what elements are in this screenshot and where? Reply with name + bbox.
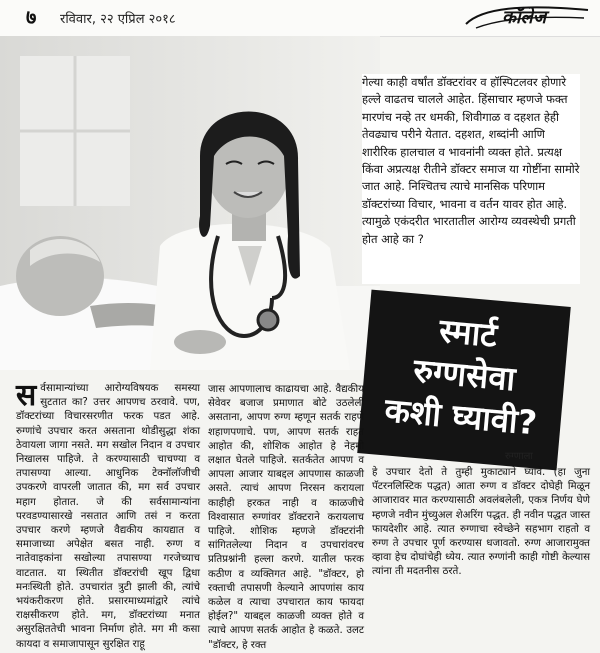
column-1-text: र्वसामान्यांच्या आरोग्यविषयक समस्या सुटतात का? उत्तर आपणच ठरवावे. पण, डॉक्टरांच्या विचारसरणीत फरक पडत आहे. रुग्णांचे उपचार करत असताना थोडीसुद्धा शंका ठेवायला जागा नसते. मग सखोल निदान व उपचार निखालस पाहिजे. ते करण्यासाठी चाचण्या व तपासण्या आल्या. आधुनिक टेक्नॉलॉजीची उपकरणे वापरली जातात की, मग सर्व उपचार महाग होतात. जे की सर्वसामान्यांना परवडण्यासारखे नसतात आणि तसं न करता उपचार करणे म्हणजे वैद्यकीय कायद्यात व समाजाच्या अपेक्षेत बसत नाही. रुग्ण व नातेवाइकांना सखोल्या तपासण्या गरजेच्याच वाटतात. या स्थितीत डॉक्टरांची खूप द्विधा मनःस्थिती होते. उपचारांत त्रुटी झाली की, त्यांचे भयंकरीकरण होते. प्रसारमाध्यमांद्वारे त्यांचे राक्षसीकरण होते. मग, डॉक्टरांच्या मनात असुरक्षिततेची भावना निर्माण होते. मग मी कसा कायदा व समाजापासून सुरक्षित राहू bbox=[16, 383, 200, 650]
headline-line-2: रुग्णसेवा bbox=[411, 350, 518, 399]
article-column-2 bbox=[208, 383, 364, 653]
section-logo bbox=[462, 2, 592, 32]
article-column-1 bbox=[16, 378, 200, 652]
headline-box bbox=[357, 290, 571, 471]
article-column-3 bbox=[372, 466, 590, 580]
headline-line-1: स्मार्ट bbox=[437, 310, 499, 355]
dateline: रविवार, २२ एप्रिल २०१८ bbox=[60, 12, 176, 27]
intro-text-box bbox=[362, 74, 580, 284]
column-2-text: जास आपणालाच काढायचा आहे. वैद्यकीय सेवेवर बजाज प्रमाणात बोटे उठलेली असताना, आपण रुग्ण म्हणून सतर्क राहणे शहाणपणाचे. पण, आपण सतर्क राहत आहोत की, शोशिक आहोत हे नेहमी लक्षात घेतले पाहिजे. सतर्कतेत आपण व आपला आजार याबद्दल आपणास काळजी असते. त्याचं आपण निरसन करायला काहीही हरकत नाही व काळजीचे विश्वासात रुग्णांवर डॉक्टराने करायलाच पाहिजे. शोशिक म्हणजे डॉक्टरांनी सांगितलेल्या निदान व उपचारांवरच प्रतिप्रश्नांनी हल्ला करणे. यातील फरक कठीण व व्यक्तिगत आहे. "डॉक्टर, हो रक्ताची तपासणी केल्याने आपणांस काय कळेल व त्याचा उपचारात काय फायदा होईल?" याबद्दल काळजी व्यक्त होते व त्याचे आपण सतर्क आहोत हे कळते. उलट "डॉक्टर, हे रक्त bbox=[208, 384, 364, 651]
doctor-with-patient-photo bbox=[0, 36, 380, 370]
section-name: कॉलेज bbox=[502, 7, 547, 28]
drop-cap: स bbox=[16, 378, 37, 413]
intro-paragraph: गेल्या काही वर्षांत डॉक्टरांवर व हॉस्पिटलवर होणारे हल्ले वाढतच चालले आहेत. हिंसाचार म्हणजे फक्त मारणंच नव्हे तर धमकी, शिवीगाळ व दहशत हेही तेवढ्याच परीने येतात. दहशत, शब्दांनी आणि शारीरिक हालचाल व भावनांनी व्यक्त होते. प्रत्यक्ष किंवा अप्रत्यक्ष रीतीने डॉक्टर समाज या गोष्टींना सामोरे जात आहे. निश्चितच त्याचे मानसिक परिणाम डॉक्टरांच्या विचार, भावना व वर्तन यावर होत आहे. त्यामुळे एकंदरीत भारतातील आरोग्य व्यवस्थेची प्रगती होत आहे का ? bbox=[362, 75, 580, 246]
page-header bbox=[0, 0, 600, 37]
headline-line-3: कशी घ्यावी? bbox=[383, 390, 539, 443]
column-3-lead-word: रुग्णाला bbox=[505, 451, 533, 462]
page-number: ७ bbox=[26, 5, 37, 29]
column-3-text: हे उपचार देतो ते तुम्ही मुकाट्याने घ्यावे. (हा जुना पॅटरनलिस्टिक पद्धत) आता रुग्ण व डॉक्टर दोघेही मिळून आजारावर मात करण्यासाठी अवलंबलेली, एकत्र निर्णय घेणे म्हणजे नवीन मुंच्युअल शेअरिंग पद्धत. ही नवीन पद्धत जास्त फायदेशीर आहे. त्यात रुग्णाचा स्वेच्छेने सहभाग राहतो व रुग्ण ते उपचार पूर्ण करण्यास धजावतो. रुग्ण आजारामुक्त व्हावा हेच दोघांचेही ध्येय. त्यात रुग्णांनी काही गोष्टी केल्यास त्यांना ती मदतनीस ठरते. bbox=[372, 467, 590, 578]
